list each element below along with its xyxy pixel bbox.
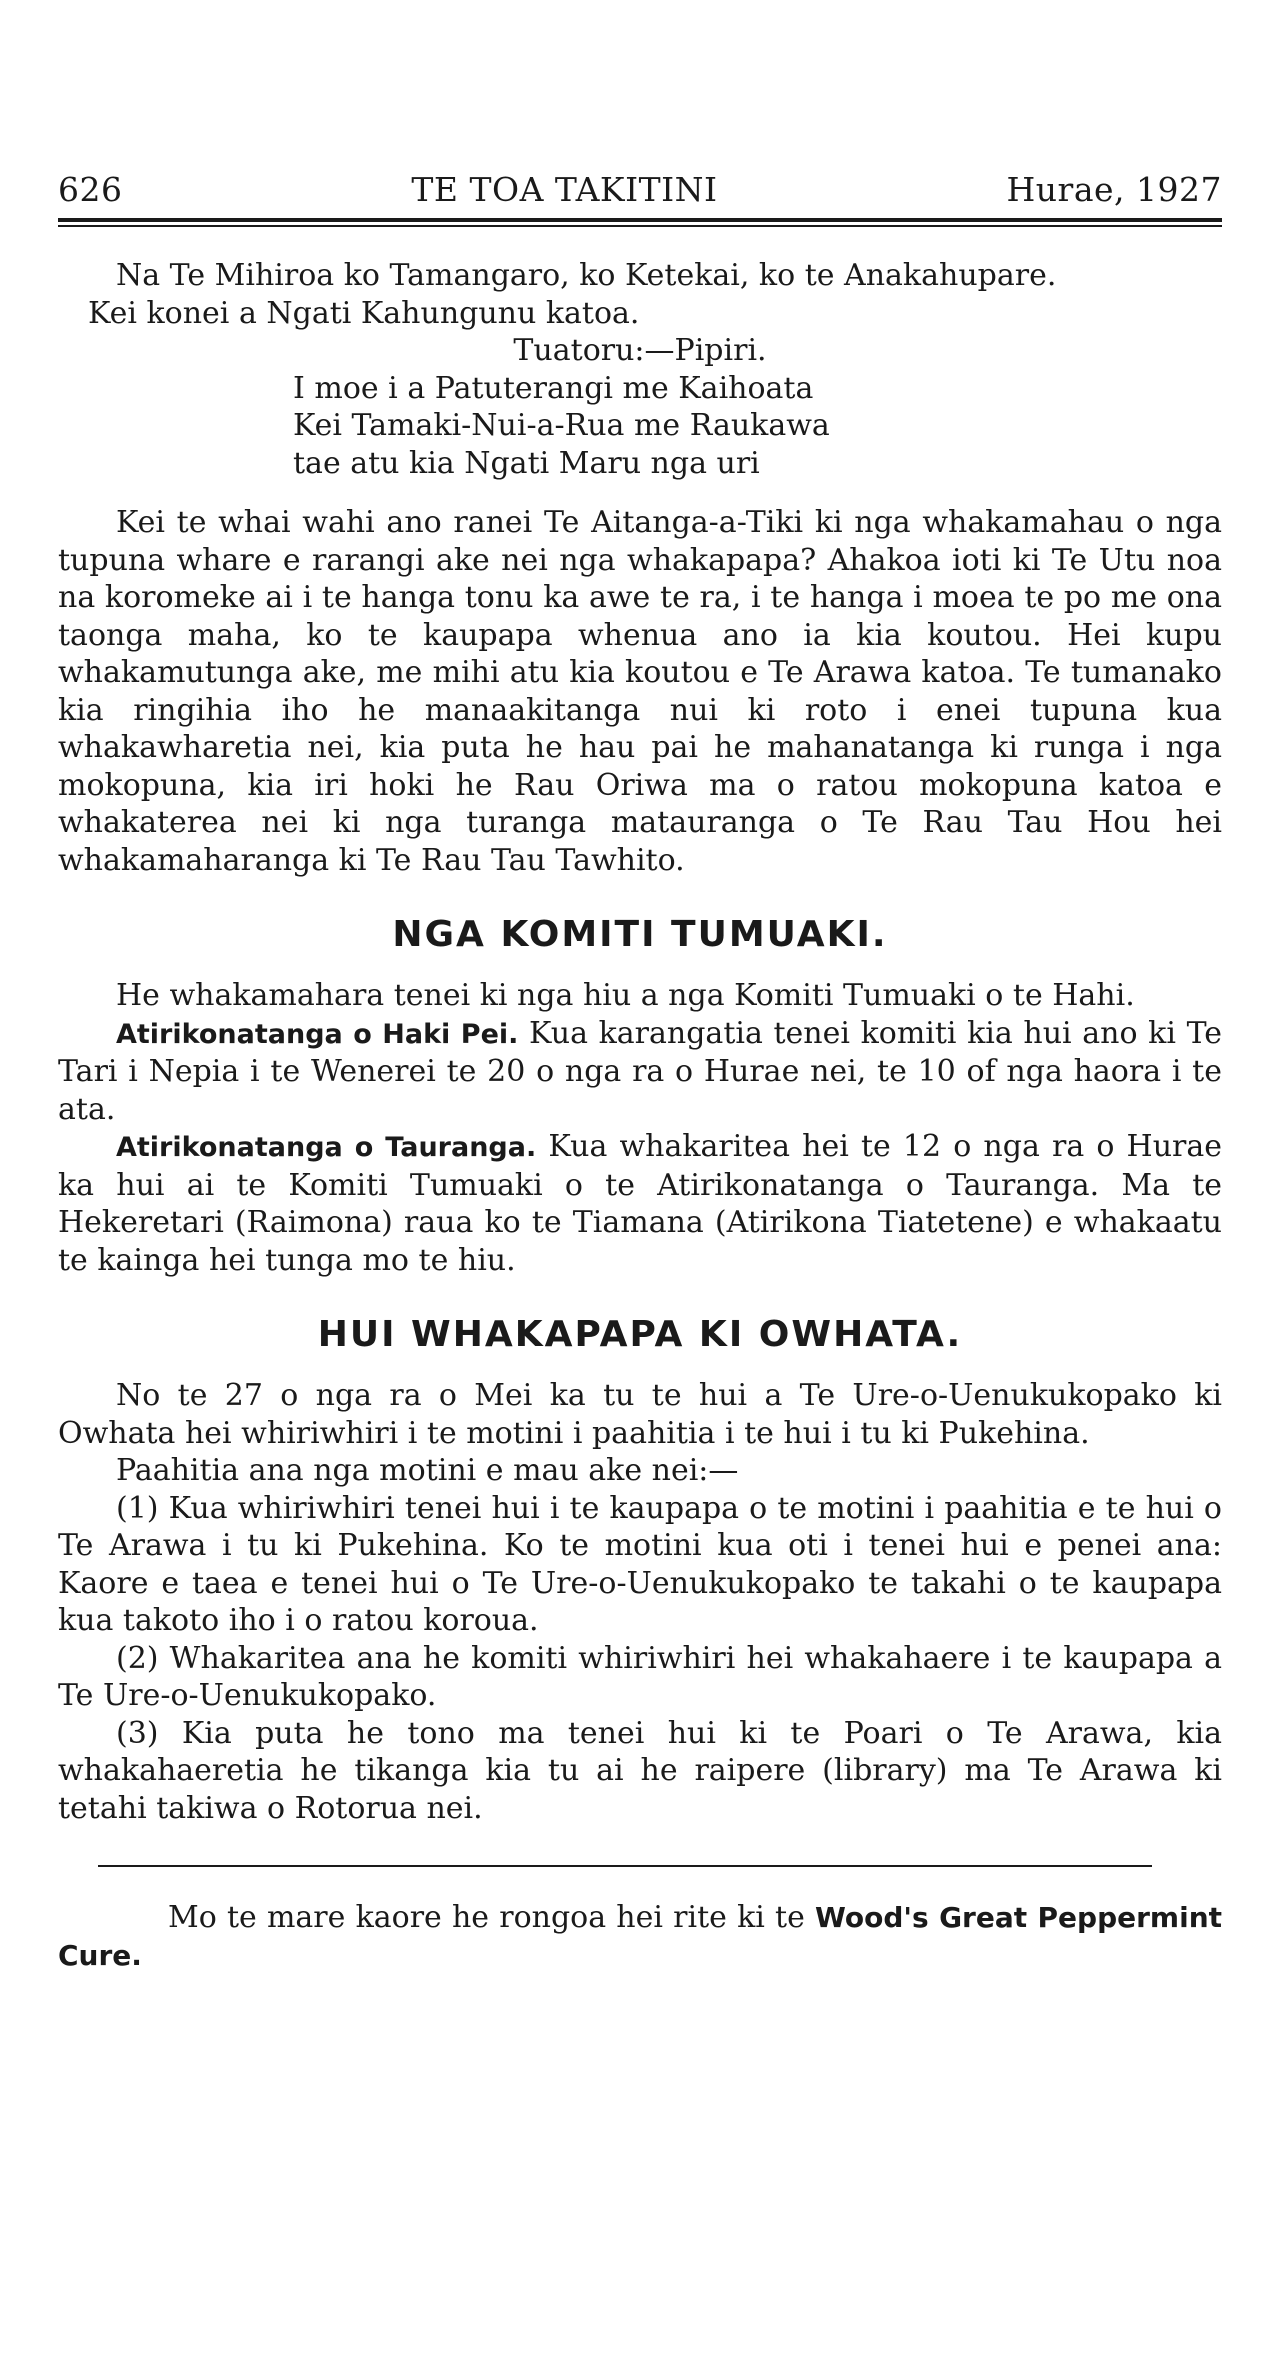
advertisement-product: Wood's Great Peppermint Cure.	[58, 1901, 1223, 1972]
motion-item: (2) Whakaritea ana he komiti whiriwhiri hei whakahaere i te kaupapa a Te Ure-o-Uenukukopako.	[58, 1640, 1222, 1713]
header-rule-thick	[58, 218, 1222, 222]
paragraph-lead: Atirikonatanga o Tauranga.	[116, 1132, 537, 1163]
verse-heading: Tuatoru:—Pipiri.	[513, 333, 767, 368]
advertisement-text: Mo te mare kaore he rongoa hei rite ki te	[168, 1900, 816, 1935]
paragraph: No te 27 o nga ra o Mei ka tu te hui a Te Ure-o-Uenukukopako ki Owhata hei whiriwhiri i te motini i paahitia i te hui i tu ki Pukehina.	[58, 1378, 1222, 1451]
paragraph	[58, 1128, 1222, 1279]
paragraph: Paahitia ana nga motini e mau ake nei:—	[116, 1453, 739, 1488]
verse-line: tae atu kia Ngati Maru nga uri	[293, 445, 760, 481]
paragraph: Na Te Mihiroa ko Tamangaro, ko Ketekai, ko te Anakahupare.	[116, 258, 1057, 293]
page-number: 626	[58, 170, 123, 209]
spacer	[58, 482, 1222, 504]
section-heading: HUI WHAKAPAPA KI OWHATA.	[317, 1314, 963, 1355]
issue-date: Hurae, 1927	[1006, 170, 1222, 209]
verse-line: I moe i a Patuterangi me Kaihoata	[293, 370, 814, 406]
advertisement	[58, 1899, 1222, 1975]
verse-line: Kei Tamaki-Nui-a-Rua me Raukawa	[293, 408, 830, 443]
section-heading: NGA KOMITI TUMUAKI.	[392, 914, 888, 955]
motion-item: (3) Kia puta he tono ma tenei hui ki te Poari o Te Arawa, kia whakahaeretia he tikanga kia tu ai he raipere (library) ma Te Arawa ki tetahi takiwa o Rotorua nei.	[58, 1715, 1222, 1826]
paragraph-text: Kua karangatia tenei komiti kia hui ano ki Te Tari i Nepia i te Wenerei te 20 o nga ra o Hurae nei, te 10 of nga haora i te ata.	[58, 1015, 1222, 1127]
paragraph: Kei konei a Ngati Kahungunu katoa.	[88, 295, 640, 331]
paragraph	[58, 1015, 1222, 1129]
footer-rule	[98, 1865, 1152, 1867]
article-body	[58, 257, 1222, 1975]
journal-title: TE TOA TAKITINI	[411, 170, 718, 209]
header-rule-thin	[58, 225, 1222, 227]
running-head	[58, 170, 1222, 210]
motion-item: (1) Kua whiriwhiri tenei hui i te kaupapa o te motini i paahitia e te hui o Te Arawa i tu ki Pukehina. Ko te motini kua oti i tenei hui e penei ana: Kaore e taea e tenei hui o Te Ure-o-Uenukukopako te takahi o te kaupapa kua takoto iho i o ratou koroua.	[58, 1490, 1222, 1638]
paragraph: He whakamahara tenei ki nga hiu a nga Komiti Tumuaki o te Hahi.	[116, 978, 1135, 1013]
paragraph-lead: Atirikonatanga o Haki Pei.	[116, 1018, 519, 1050]
paragraph-text: Kua whakaritea hei te 12 o nga ra o Hurae ka hui ai te Komiti Tumuaki o te Atirikonatanga o Tauranga. Ma te Hekeretari (Raimona) raua ko te Tiamana (Atirikona Tiatetene) e whakaatu te kainga hei tunga mo te hiu.	[58, 1129, 1222, 1278]
paragraph: Kei te whai wahi ano ranei Te Aitanga-a-Tiki ki nga whakamahau o nga tupuna whare e rarangi ake nei nga whakapapa? Ahakoa ioti ki Te Utu noa na koromeke ai i te hanga tonu ka awe te ra, i te hanga i moea te po me ona taonga maha, ko te kaupapa whenua ano ia kia koutou. Hei kupu whakamutunga ake, me mihi atu kia koutou e Te Arawa katoa. Te tumanako kia ringihia iho he manaakitanga nui ki roto i enei tupuna kua whakawharetia nei, kia puta he hau pai he mahanatanga ki runga i nga mokopuna, kia iri hoki he Rau Oriwa ma o ratou mokopuna katoa e whakaterea nei ki nga turanga matauranga o Te Rau Tau Hou hei whakamaharanga ki Te Rau Tau Tawhito.	[58, 505, 1222, 878]
